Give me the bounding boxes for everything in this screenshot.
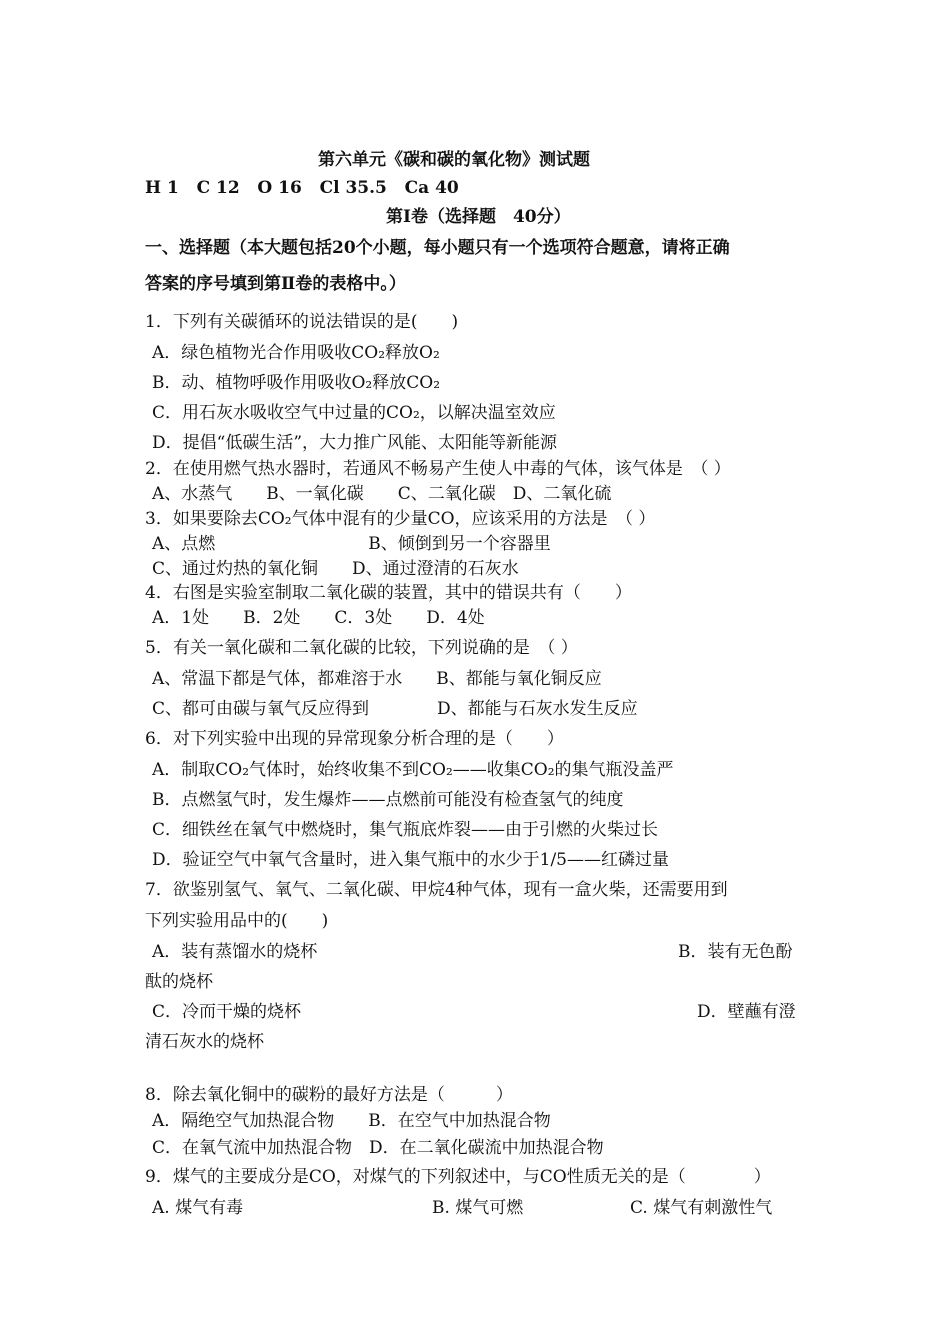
q7-option-d-line2: 清石灰水的烧杯 <box>145 1032 264 1052</box>
q6-stem: 6．对下列实验中出现的异常现象分析合理的是（ ） <box>145 729 564 749</box>
part-heading: 第Ⅰ卷（选择题 40分） <box>386 207 571 227</box>
q1-option-b: B．动、植物呼吸作用吸收O₂释放CO₂ <box>152 373 441 393</box>
q6-option-b: B．点燃氢气时，发生爆炸——点燃前可能没有检查氢气的纯度 <box>152 790 624 810</box>
q1-stem: 1．下列有关碳循环的说法错误的是( ) <box>145 312 459 332</box>
q8-options-ab: A．隔绝空气加热混合物 B．在空气中加热混合物 <box>152 1111 551 1131</box>
atomic-masses: H 1 C 12 O 16 Cl 35.5 Ca 40 <box>145 178 459 198</box>
section-intro-line2: 答案的序号填到第Ⅱ卷的表格中。） <box>145 274 406 294</box>
q9-option-c: C. 煤气有刺激性气 <box>630 1198 773 1218</box>
q3-stem: 3．如果要除去CO₂气体中混有的少量CO，应该采用的方法是 （ ） <box>145 509 656 529</box>
q8-options-cd: C．在氧气流中加热混合物 D．在二氧化碳流中加热混合物 <box>152 1138 604 1158</box>
q1-option-c: C．用石灰水吸收空气中过量的CO₂，以解决温室效应 <box>152 403 556 423</box>
q8-stem: 8．除去氧化铜中的碳粉的最好方法是（ ） <box>145 1085 513 1105</box>
q1-option-d: D．提倡“低碳生活”，大力推广风能、太阳能等新能源 <box>152 433 558 453</box>
q7-option-d-line1: D．壁蘸有澄 <box>697 1002 796 1022</box>
q5-options-ab: A、常温下都是气体，都难溶于水 B、都能与氧化铜反应 <box>152 669 602 689</box>
q7-stem-line2: 下列实验用品中的( ) <box>145 911 329 931</box>
q6-option-d: D．验证空气中氧气含量时，进入集气瓶中的水少于1/5——红磷过量 <box>152 850 669 870</box>
q2-options: A、水蒸气 B、一氧化碳 C、二氧化碳 D、二氧化硫 <box>152 484 612 504</box>
q7-option-b-line2: 酞的烧杯 <box>145 972 213 992</box>
q4-stem: 4．右图是实验室制取二氧化碳的装置，其中的错误共有（ ） <box>145 583 632 603</box>
q7-option-b-line1: B．装有无色酚 <box>678 942 793 962</box>
q7-option-c: C．冷而干燥的烧杯 <box>152 1002 302 1022</box>
q6-option-a: A．制取CO₂气体时，始终收集不到CO₂——收集CO₂的集气瓶没盖严 <box>152 760 674 780</box>
q2-stem: 2．在使用燃气热水器时，若通风不畅易产生使人中毒的气体，该气体是 （ ） <box>145 459 731 479</box>
q7-option-a: A．装有蒸馏水的烧杯 <box>152 942 318 962</box>
q9-option-a: A. 煤气有毒 <box>152 1198 244 1218</box>
q9-stem: 9．煤气的主要成分是CO，对煤气的下列叙述中，与CO性质无关的是（ ） <box>145 1167 771 1187</box>
q9-option-b: B. 煤气可燃 <box>432 1198 524 1218</box>
q6-option-c: C．细铁丝在氧气中燃烧时，集气瓶底炸裂——由于引燃的火柴过长 <box>152 820 659 840</box>
q5-options-cd: C、都可由碳与氧气反应得到 D、都能与石灰水发生反应 <box>152 699 638 719</box>
page-title: 第六单元《碳和碳的氧化物》测试题 <box>318 150 590 170</box>
q4-options: A．1处 B．2处 C．3处 D．4处 <box>152 608 485 628</box>
q5-stem: 5．有关一氧化碳和二氧化碳的比较，下列说确的是 （ ） <box>145 638 578 658</box>
q3-options-cd: C、通过灼热的氧化铜 D、通过澄清的石灰水 <box>152 559 519 579</box>
q7-stem-line1: 7．欲鉴别氢气、氧气、二氧化碳、甲烷4种气体，现有一盒火柴，还需要用到 <box>145 880 728 900</box>
section-intro-line1: 一、选择题（本大题包括20个小题，每小题只有一个选项符合题意，请将正确 <box>145 238 730 258</box>
q3-options-ab: A、点燃 B、倾倒到另一个容器里 <box>152 534 551 554</box>
q1-option-a: A．绿色植物光合作用吸收CO₂释放O₂ <box>152 343 440 363</box>
